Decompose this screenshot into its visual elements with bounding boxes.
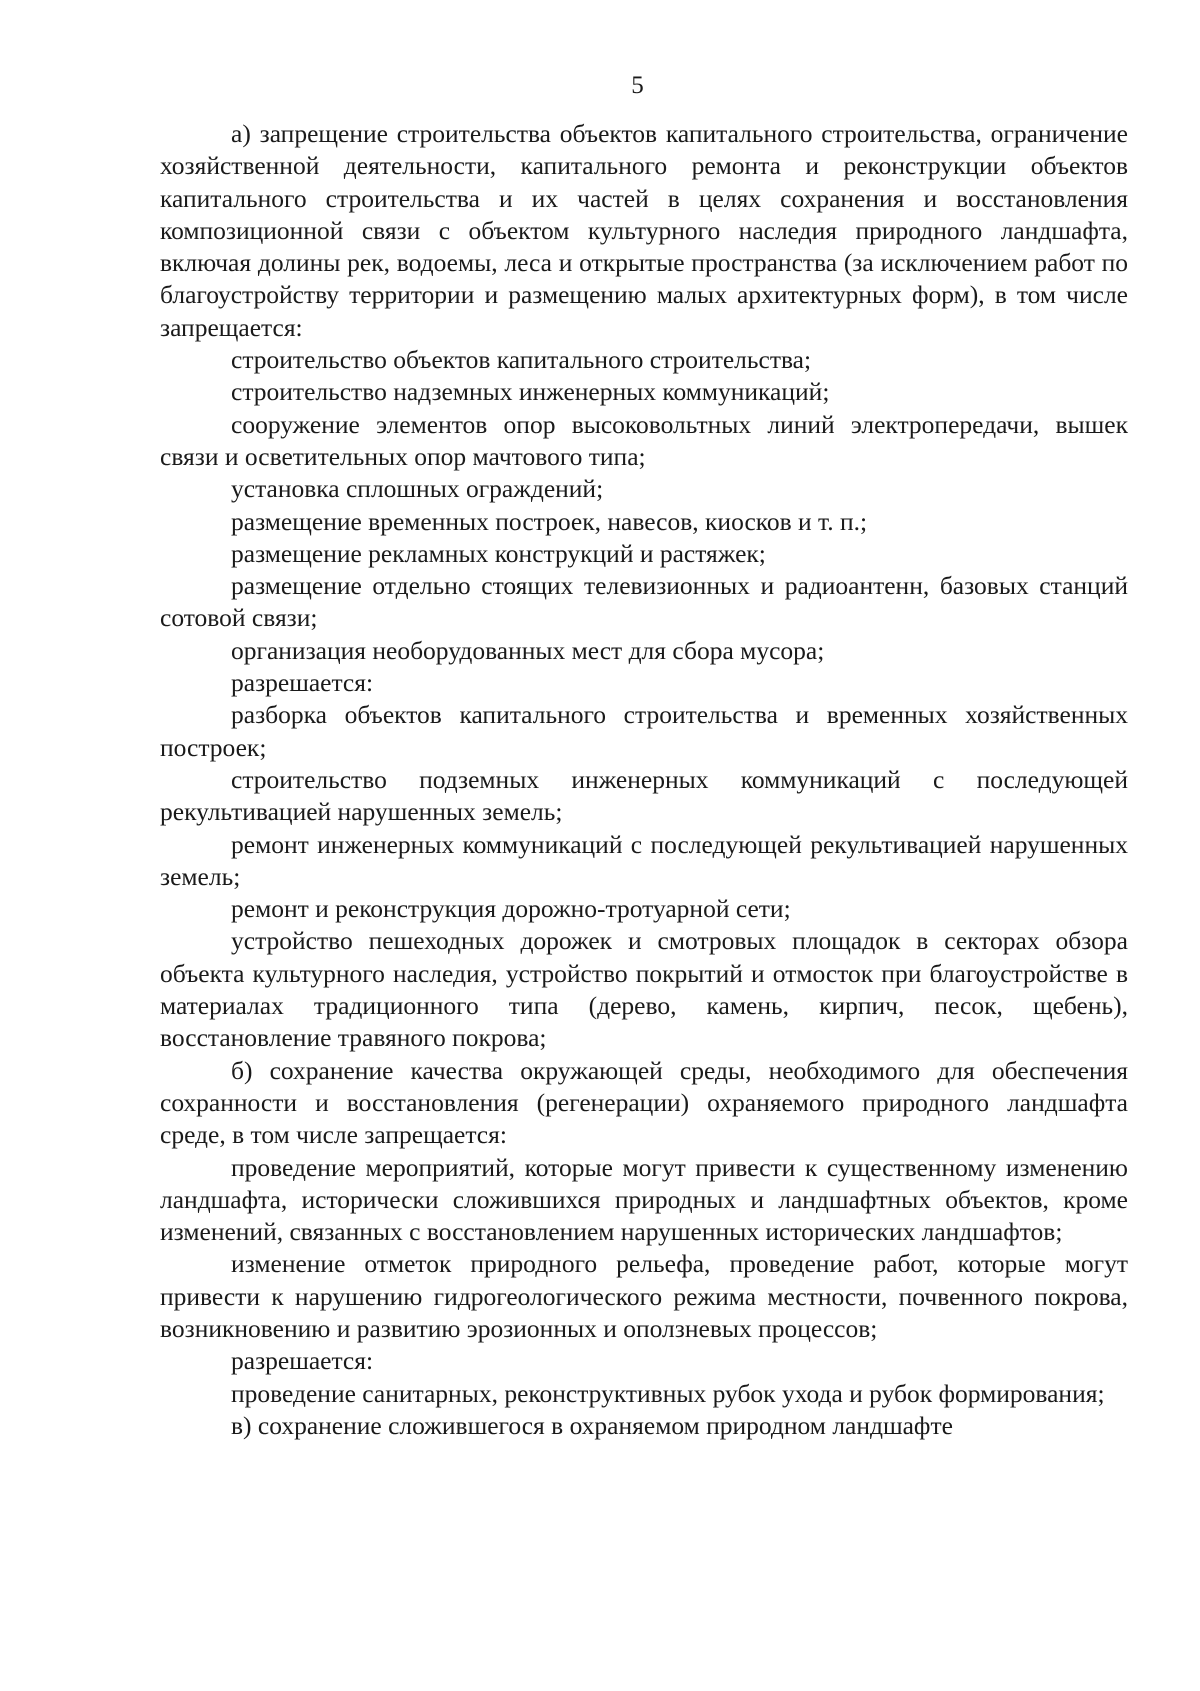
document-body — [160, 118, 1128, 1442]
list-item: организация необорудованных мест для сбора мусора; — [231, 635, 825, 665]
list-item: ремонт и реконструкция дорожно-тротуарной сети; — [231, 894, 791, 924]
list-item: разборка объектов капитального строительства и временных хозяйственных построек; — [160, 700, 1128, 762]
page-number: 5 — [631, 72, 644, 99]
list-item: проведение мероприятий, которые могут привести к существенному изменению ландшафта, исторически сложившихся природных и ландшафтных объектов, кроме изменений, связанных с восстановлением нарушенных исторических ландшафтов; — [160, 1152, 1128, 1247]
list-item: ремонт инженерных коммуникаций с последующей рекультивацией нарушенных земель; — [160, 829, 1128, 891]
list-item: размещение отдельно стоящих телевизионных и радиоантенн, базовых станций сотовой связи; — [160, 571, 1128, 633]
paragraph-c-preservation: в) сохранение сложившегося в охраняемом природном ландшафте — [231, 1410, 953, 1440]
permitted-heading: разрешается: — [231, 1346, 374, 1376]
list-item: проведение санитарных, реконструктивных рубок ухода и рубок формирования; — [231, 1378, 1105, 1408]
list-item: строительство объектов капитального строительства; — [231, 345, 812, 375]
permitted-heading: разрешается: — [231, 668, 374, 698]
paragraph-b-environment: б) сохранение качества окружающей среды, необходимого для обеспечения сохранности и восстановления (регенерации) охраняемого природного ландшафта среде, в том числе запрещается: — [160, 1055, 1128, 1150]
list-item: размещение временных построек, навесов, киосков и т. п.; — [231, 506, 868, 536]
list-item: строительство надземных инженерных коммуникаций; — [231, 377, 830, 407]
list-item: размещение рекламных конструкций и растяжек; — [231, 538, 766, 568]
list-item: изменение отметок природного рельефа, проведение работ, которые могут привести к нарушению гидрогеологического режима местности, почвенного покрова, возникновению и развитию эрозионных и оползневых процессов; — [160, 1249, 1128, 1343]
paragraph-a-restrictions: а) запрещение строительства объектов капитального строительства, ограничение хозяйственной деятельности, капитального ремонта и реконструкции объектов капитального строительства и их частей в целях сохранения и восстановления композиционной связи с объектом культурного наследия природного ландшафта, включая долины рек, водоемы, леса и открытые пространства (за исключением работ по благоустройству территории и размещению малых архитектурных форм), в том числе запрещается: — [160, 119, 1128, 342]
list-item: строительство подземных инженерных коммуникаций с последующей рекультивацией нарушенных земель; — [160, 764, 1128, 827]
list-item: установка сплошных ограждений; — [231, 474, 604, 504]
list-item: сооружение элементов опор высоковольтных линий электропередачи, вышек связи и осветительных опор мачтового типа; — [160, 409, 1128, 471]
list-item: устройство пешеходных дорожек и смотровых площадок в секторах обзора объекта культурного наследия, устройство покрытий и отмосток при благоустройстве в материалах традиционного типа (дерево, камень, кирпич, песок, щебень), восстановление травяного покрова; — [160, 926, 1128, 1053]
